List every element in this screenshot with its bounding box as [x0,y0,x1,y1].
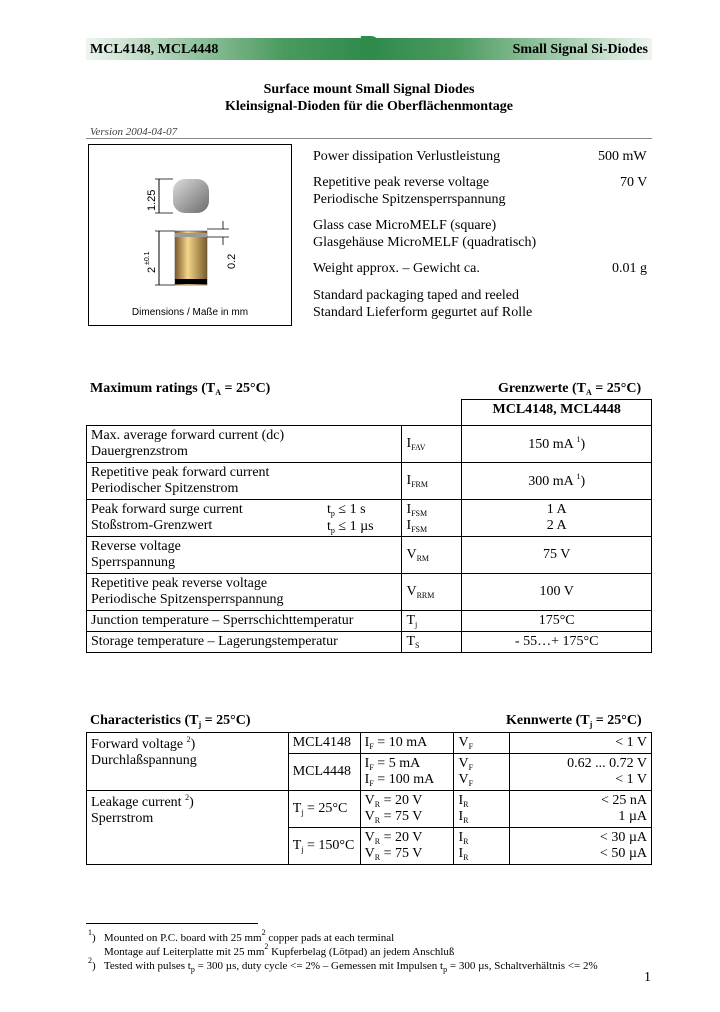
table-row: Junction temperature – Sperrschichttemperatur $T_j$ 175°C [87,611,652,632]
spec-vrrm-label-de: Periodische Spitzensperrspannung [313,192,506,207]
dim-end-size: 1.25 [146,189,158,211]
dimensions-caption: Dimensions / Maße in mm [131,307,249,318]
table-row: Repetitive peak forward current Periodischer Spitzenstrom $I_{FRM}$ 300 mA $^1$) [87,463,652,500]
brand-logo: R [359,30,380,61]
divider [86,138,652,139]
kennwerte-title: Kennwerte $(T_j = 25^\circ C)$ [506,713,642,729]
package-end-view [173,179,209,213]
version: Version 2004-04-07 [90,126,178,138]
part-numbers: MCL4148, MCL4448 [90,42,219,57]
table-row: Peak forward surge current Stoßstrom-Grenzwert $t_p \le 1$ s $t_p \le 1$ µs $I_{FSM}$ $I_{FSM}$ 1 A 2 A [87,500,652,537]
table-row: MCL4448 $I_F = 5$ mA $I_F = 100$ mA $V_F$ $V_F$ 0.62 ... 0.72 V < 1 V [87,754,652,791]
spec-case-de: Glasgehäuse MicroMELF (quadratisch) [313,235,537,250]
dim-length: 2 [146,266,158,273]
spec-weight-label: Weight approx. – Gewicht ca. [313,261,480,276]
table-row: Forward voltage $^2$) Durchlaßspannung MCL4148 $I_F = 10$ mA $V_F$ < 1 V [87,733,652,754]
characteristics-table [86,732,652,865]
package-outline-graphic [89,145,291,305]
package-endcap [175,233,207,237]
spec-power-label: Power dissipation Verlustleistung [313,149,501,164]
spec-vrrm-value: 70 V [620,175,648,190]
product-category: Small Signal Si-Diodes [512,42,648,57]
title-de: Kleinsignal-Dioden für die Oberflächenmontage [225,99,513,114]
grenzwerte-title: Grenzwerte $(T_A = 25^\circ C)$ [498,381,642,397]
table-row: Max. average forward current (dc) Dauergrenzstrom $I_{FAV}$ 150 mA $^1$) [87,426,652,463]
spec-vrrm-label-en: Repetitive peak reverse voltage [313,175,490,190]
title-en: Surface mount Small Signal Diodes [263,82,475,97]
characteristics-title: Characteristics $(T_j = 25^\circ C)$ [90,713,251,729]
spec-packaging-de: Standard Lieferform gegurtet auf Rolle [313,305,533,320]
package-drawing [88,144,292,326]
footnote-1: $^1$) Mounted on P.C. board with 25 $mm^2$ copper pads at each terminal [88,928,395,944]
footnote-divider [86,923,258,924]
table-row: Reverse voltage Sperrspannung $V_{RM}$ 75 V [87,537,652,574]
package-body [175,231,207,285]
spec-case-en: Glass case MicroMELF (square) [313,218,497,233]
dim-band: 0.2 [226,253,238,269]
max-ratings-title: Maximum ratings $(T_A = 25^\circ C)$ [90,381,271,397]
spec-weight-value: 0.01 g [612,261,647,276]
table-row: Repetitive peak reverse voltage Periodische Spitzensperrspannung $V_{RRM}$ 100 V [87,574,652,611]
page-number: 1 [644,970,651,985]
max-ratings-table [86,399,652,653]
spec-power-value: 500 mW [598,149,647,164]
dim-length-tolerance: ±0.1 [144,251,151,265]
cathode-band [175,279,207,284]
column-header: MCL4148, MCL4448 [462,400,652,426]
table-row: Storage temperature – Lagerungstemperatur $T_S$ - 55…+ 175°C [87,632,652,653]
spec-packaging-en: Standard packaging taped and reeled [313,288,520,303]
footnote-1-de: Montage auf Leiterplatte mit 25 $mm^2$ Kupferbelag (Lötpad) an jedem Anschluß [104,942,455,958]
footnote-2: $^2$) Tested with pulses $t_p = 300$ µs, duty cycle <= 2% – Gemessen mit Impulsen $t_p = 300$ µs, Schaltverhältnis <= 2% [88,956,598,974]
table-row: Leakage current $^2$) Sperrstrom $T_j = 25^\circ C$ $V_R = 20$ V $V_R = 75$ V $I_R$ $I_R$ < 25 nA 1 µA [87,791,652,828]
table-row: $T_j = 150^\circ C$ $V_R = 20$ V $V_R = 75$ V $I_R$ $I_R$ < 30 µA < 50 µA [87,828,652,865]
